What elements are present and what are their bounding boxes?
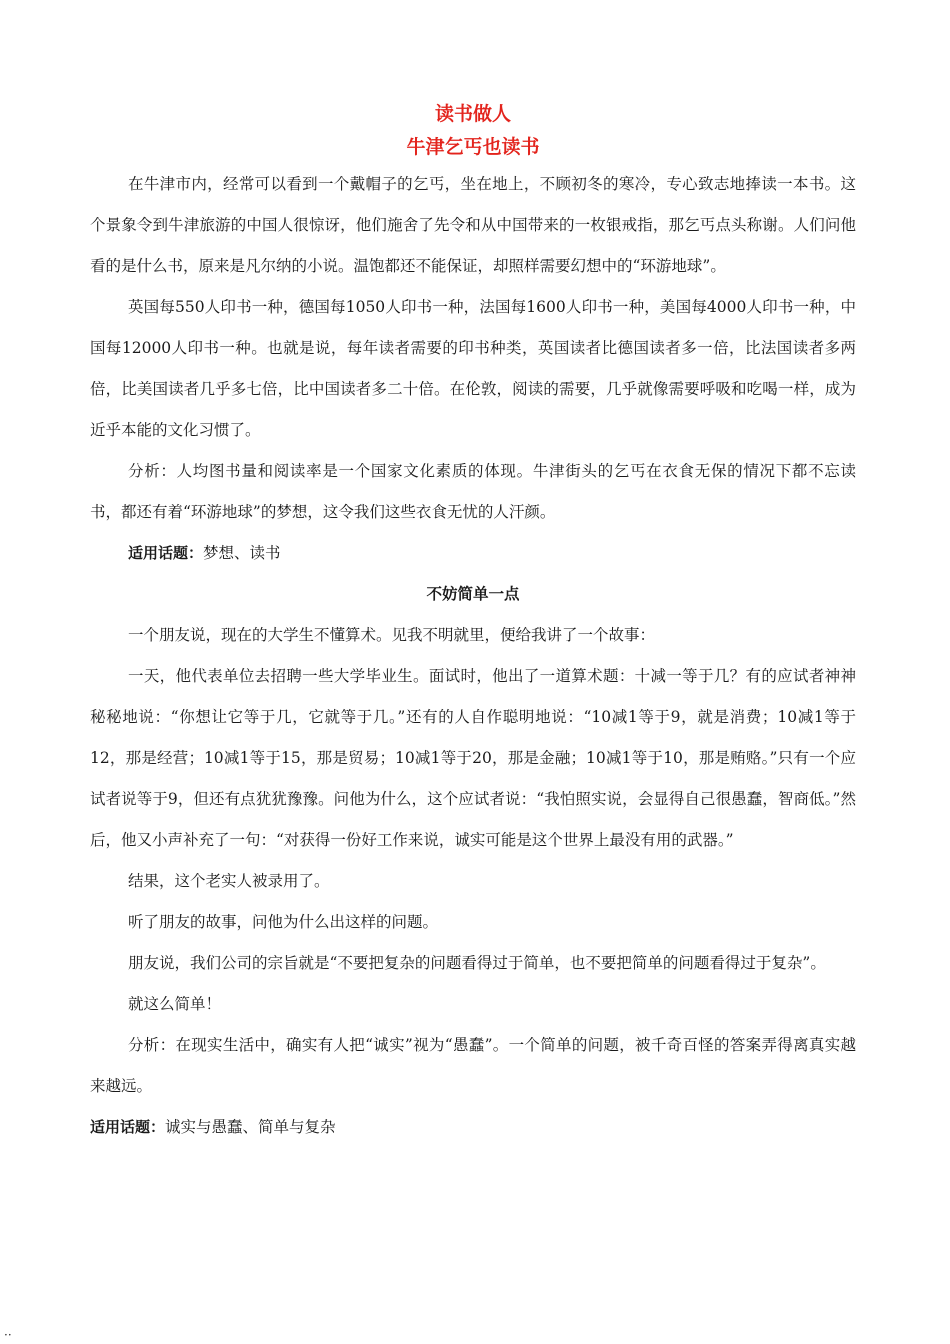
story2-paragraph: 就这么简单！ <box>128 995 222 1013</box>
story2-analysis: 分析：在现实生活中，确实有人把“诚实”视为“愚蠢”。一个简单的问题，被千奇百怪的答案弄得离真实越来越远。 <box>90 1036 856 1095</box>
topic-value: 梦想、读书 <box>203 544 281 562</box>
topic-value: 诚实与愚蠢、简单与复杂 <box>165 1118 336 1136</box>
story1-topic <box>90 533 856 574</box>
story2-paragraph: 一个朋友说，现在的大学生不懂算术。见我不明就里，便给我讲了一个故事： <box>128 626 656 644</box>
topic-label: 适用话题： <box>128 544 204 562</box>
story2-paragraph: 朋友说，我们公司的宗旨就是“不要把复杂的问题看得过于简单，也不要把简单的问题看得过于复杂”。 <box>128 954 826 972</box>
story1-title: 牛津乞丐也读书 <box>406 136 540 158</box>
story1-paragraph: 英国每550人印书一种，德国每1050人印书一种，法国每1600人印书一种，美国每4000人印书一种，中国每12000人印书一种。也就是说，每年读者需要的印书种类，英国读者比德国读者多一倍，比法国读者多两倍，比美国读者几乎多七倍，比中国读者多二十倍。在伦敦，阅读的需要，几乎就像需要呼吸和吃喝一样，成为近乎本能的文化习惯了。 <box>90 298 856 439</box>
topic-label: 适用话题： <box>90 1118 166 1136</box>
story2-title: 不妨简单一点 <box>426 585 520 603</box>
story2-paragraph: 一天，他代表单位去招聘一些大学毕业生。面试时，他出了一道算术题：十减一等于几？有的应试者神神秘秘地说：“你想让它等于几，它就等于几。”还有的人自作聪明地说：“10减1等于9，就是消费；10减1等于12，那是经营；10减1等于15，那是贸易；10减1等于20，那是金融；10减1等于10，那是贿赂。”只有一个应试者说等于9，但还有点犹犹豫豫。问他为什么，这个应试者说：“我怕照实说，会显得自己很愚蠢，智商低。”然后，他又小声补充了一句：“对获得一份好工作来说，诚实可能是这个世界上最没有用的武器。” <box>90 667 856 849</box>
corner-mark: ·· <box>4 1328 12 1342</box>
story1-paragraph: 在牛津市内，经常可以看到一个戴帽子的乞丐，坐在地上，不顾初冬的寒冷，专心致志地捧读一本书。这个景象令到牛津旅游的中国人很惊讶，他们施舍了先令和从中国带来的一枚银戒指，那乞丐点头称谢。人们问他看的是什么书，原来是凡尔纳的小说。温饱都还不能保证，却照样需要幻想中的“环游地球”。 <box>90 175 856 275</box>
main-title: 读书做人 <box>434 103 511 125</box>
story2-paragraph: 结果，这个老实人被录用了。 <box>128 872 330 890</box>
story2-paragraph: 听了朋友的故事，问他为什么出这样的问题。 <box>128 913 439 931</box>
story1-analysis: 分析：人均图书量和阅读率是一个国家文化素质的体现。牛津街头的乞丐在衣食无保的情况下都不忘读书，都还有着“环游地球”的梦想，这令我们这些衣食无忧的人汗颜。 <box>90 462 856 521</box>
story2-topic <box>90 1107 856 1148</box>
document-page <box>90 92 856 1148</box>
